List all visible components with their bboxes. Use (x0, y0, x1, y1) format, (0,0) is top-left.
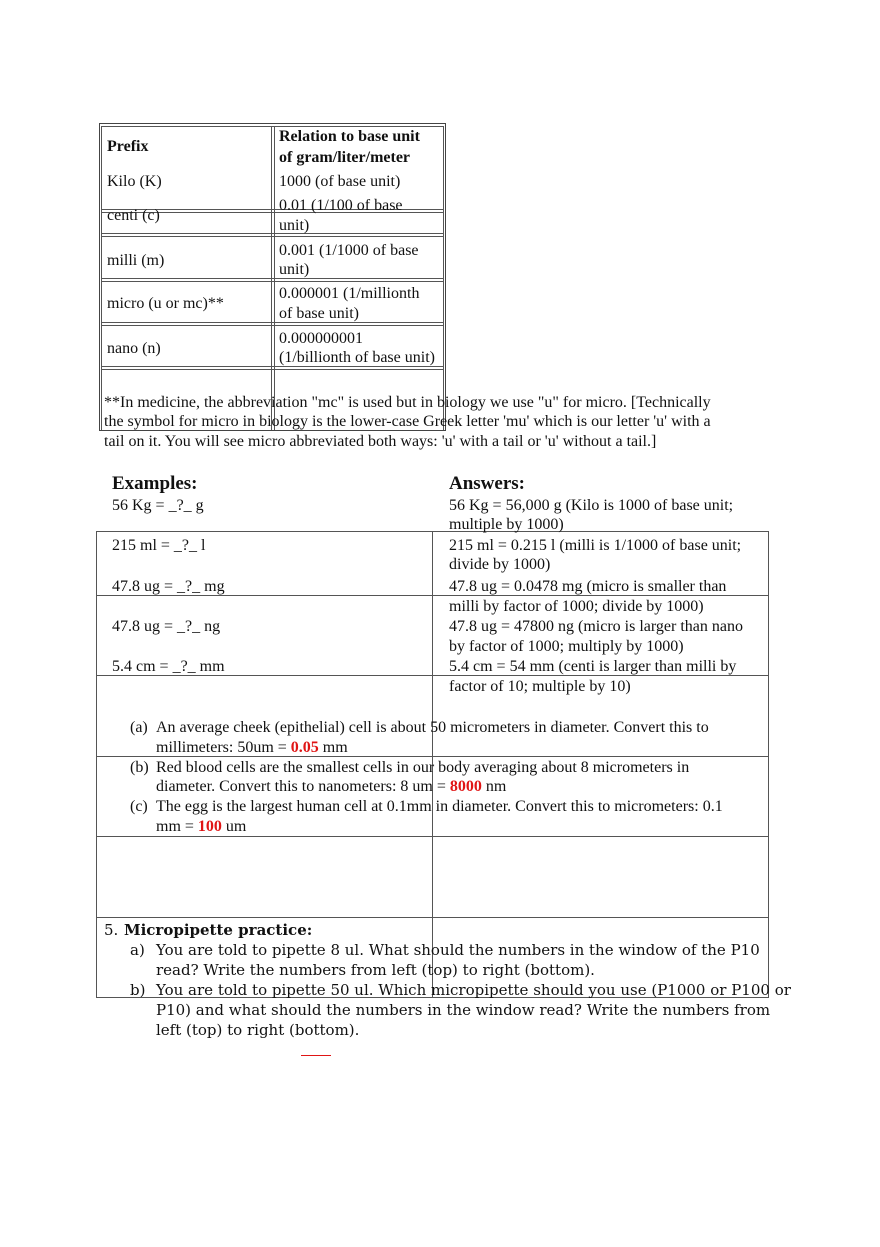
section-5-title: Micropipette practice: (124, 921, 313, 939)
examples-heading: Examples: (112, 473, 198, 494)
red-underline-mark (301, 1055, 331, 1056)
question-b-line-2: diameter. Convert this to nanometers: 8 um = 8000 nm (156, 778, 507, 795)
table-prefix-milli: milli (m) (107, 252, 165, 269)
answer-3-line-2: milli by factor of 1000; divide by 1000) (449, 598, 704, 615)
table-header-prefix: Prefix (107, 138, 149, 155)
micropipette-a-line-1: You are told to pipette 8 ul. What should the numbers in the window of the P10 (156, 941, 760, 959)
question-b-answer: 8000 (449, 778, 482, 795)
answer-1-line-2: multiple by 1000) (449, 516, 564, 533)
table-header-relation-2: of gram/liter/meter (279, 149, 411, 166)
micropipette-a-label: a) (130, 941, 145, 959)
question-b-line-1: Red blood cells are the smallest cells in our body averaging about 8 micrometers in (156, 759, 690, 776)
question-b-label: (b) (130, 759, 149, 776)
answer-2-line-1: 215 ml = 0.215 l (milli is 1/1000 of base unit; (449, 537, 742, 554)
answer-1-line-1: 56 Kg = 56,000 g (Kilo is 1000 of base unit; (449, 497, 734, 514)
example-4: 47.8 ug = _?_ ng (112, 618, 221, 635)
micropipette-b-line-1: You are told to pipette 50 ul. Which micropipette should you use (P1000 or P100 or (156, 981, 791, 999)
table-prefix-nano: nano (n) (107, 340, 161, 357)
section-5-number: 5. (104, 921, 119, 939)
example-2: 215 ml = _?_ l (112, 537, 206, 554)
micropipette-b-label: b) (130, 981, 146, 999)
table-header-relation-1: Relation to base unit (279, 128, 420, 145)
question-c-answer: 100 (197, 818, 222, 835)
table-relation-milli-2: unit) (279, 261, 310, 278)
answer-4-line-1: 47.8 ug = 47800 ng (micro is larger than nano (449, 618, 744, 635)
question-c-label: (c) (130, 798, 148, 815)
example-1: 56 Kg = _?_ g (112, 497, 204, 514)
table-prefix-micro: micro (u or mc)** (107, 295, 224, 312)
example-5: 5.4 cm = _?_ mm (112, 658, 225, 675)
table-relation-centi-2: unit) (279, 217, 310, 234)
table-relation-nano-2: (1/billionth of base unit) (279, 349, 435, 366)
footnote-line-1: **In medicine, the abbreviation "mc" is used but in biology we use "u" for micro. [Technically (104, 394, 711, 411)
table-relation-milli-1: 0.001 (1/1000 of base (279, 242, 419, 259)
footnote-line-3: tail on it. You will see micro abbreviated both ways: 'u' with a tail or 'u' without a tail.] (104, 433, 657, 450)
table-prefix-centi: centi (c) (107, 207, 160, 224)
question-c-line-1: The egg is the largest human cell at 0.1mm in diameter. Convert this to micrometers: 0.1 (156, 798, 723, 815)
answer-3-line-1: 47.8 ug = 0.0478 mg (micro is smaller than (449, 578, 727, 595)
table-relation-micro-2: of base unit) (279, 305, 359, 322)
table-prefix-kilo: Kilo (K) (107, 173, 162, 190)
question-a-answer: 0.05 (290, 739, 319, 756)
answer-2-line-2: divide by 1000) (449, 556, 551, 573)
example-3: 47.8 ug = _?_ mg (112, 578, 225, 595)
micropipette-b-line-3: left (top) to right (bottom). (156, 1021, 360, 1039)
answer-5-line-2: factor of 10; multiple by 10) (449, 678, 631, 695)
micropipette-b-line-2: P10) and what should the numbers in the window read? Write the numbers from (156, 1001, 771, 1019)
question-a-line-2: millimeters: 50um = 0.05 mm (156, 739, 348, 756)
table-relation-micro-1: 0.000001 (1/millionth (279, 285, 420, 302)
footnote-line-2: the symbol for micro in biology is the lower-case Greek letter 'mu' which is our letter 'u' with a (104, 413, 711, 430)
micropipette-a-line-2: read? Write the numbers from left (top) to right (bottom). (156, 961, 595, 979)
question-a-line-1: An average cheek (epithelial) cell is about 50 micrometers in diameter. Convert this to (156, 719, 709, 736)
table-relation-nano-1: 0.000000001 (279, 330, 363, 347)
answer-4-line-2: by factor of 1000; multiply by 1000) (449, 638, 684, 655)
answers-heading: Answers: (449, 473, 525, 494)
question-a-label: (a) (130, 719, 148, 736)
answer-5-line-1: 5.4 cm = 54 mm (centi is larger than milli by (449, 658, 737, 675)
table-relation-kilo: 1000 (of base unit) (279, 173, 401, 190)
table-relation-centi-1: 0.01 (1/100 of base (279, 197, 403, 214)
question-c-line-2: mm = 100 um (156, 818, 247, 835)
